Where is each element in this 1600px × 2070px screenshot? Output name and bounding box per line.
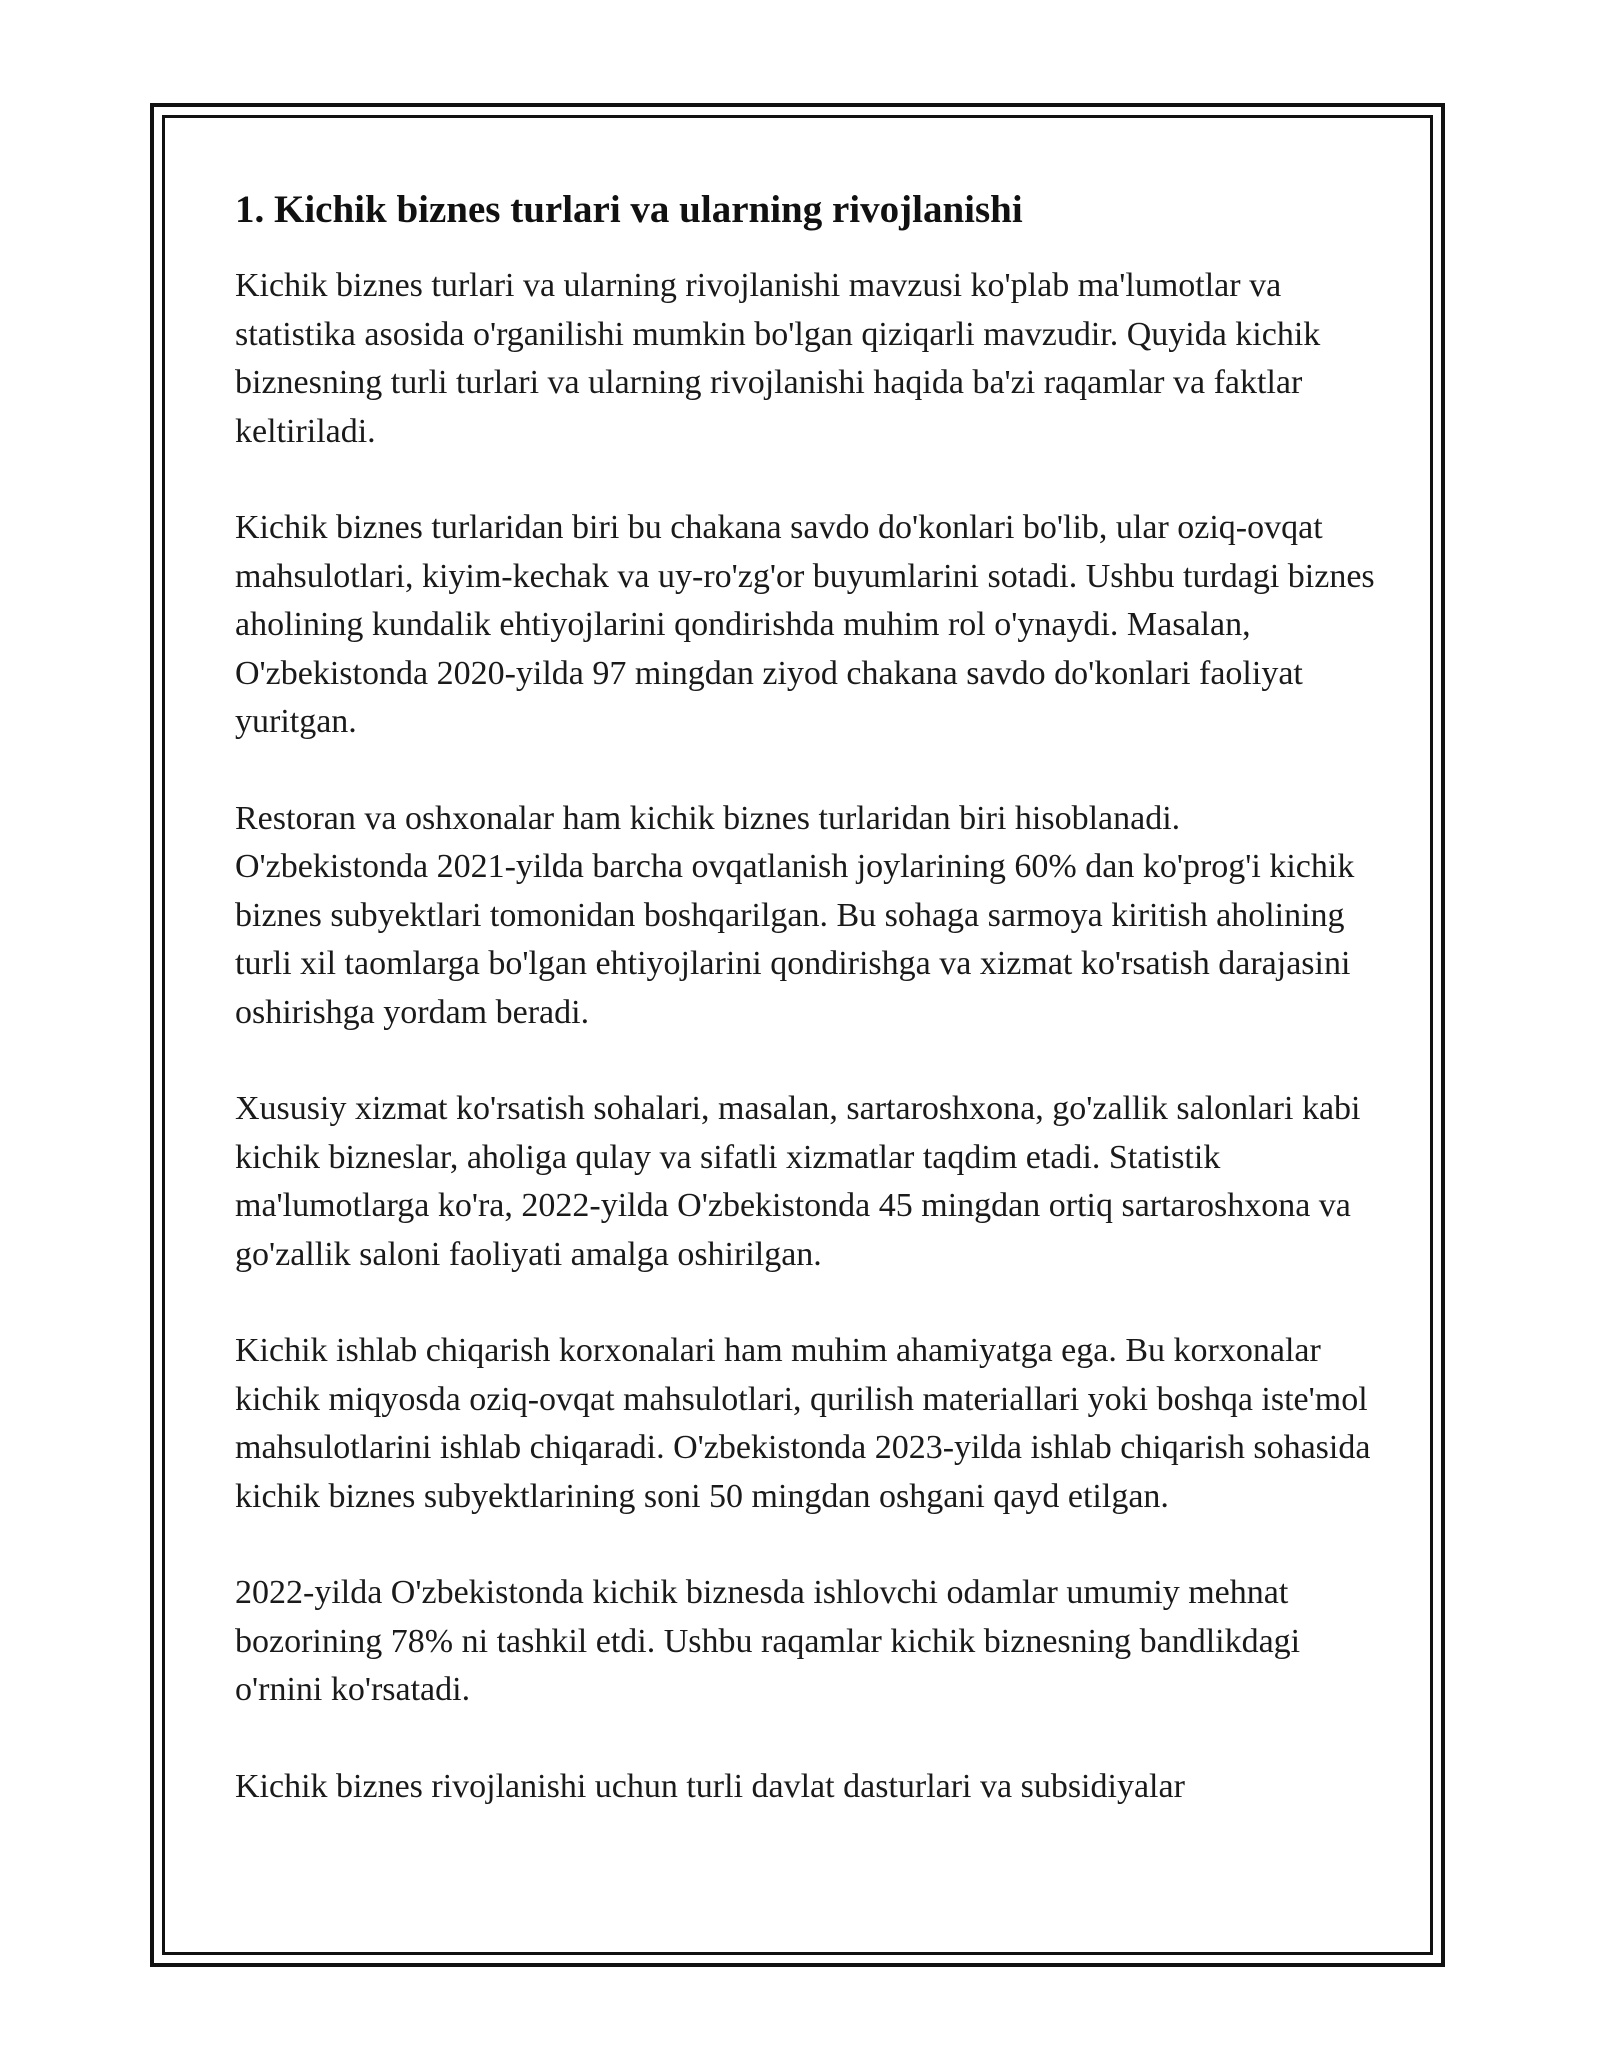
paragraph-services: Xususiy xizmat ko'rsatish sohalari, masalan, sartaroshxona, go'zallik salonlari kabi kichik bizneslar, aholiga qulay va sifatli xizmatlar taqdim etadi. Statistik ma'lumotlarga ko'ra, 2022-yilda O'zbekistonda 45 mingdan ortiq sartaroshxona va go'zallik saloni faoliyati amalga oshirilgan. — [235, 1090, 1361, 1273]
section-heading: 1. Kichik biznes turlari va ularning rivojlanishi — [235, 188, 1023, 231]
paragraph-restaurants: Restoran va oshxonalar ham kichik biznes turlaridan biri hisoblanadi. O'zbekistonda 2021-yilda barcha ovqatlanish joylarining 60% dan ko'prog'i kichik biznes subyektlari tomonidan boshqarilgan. Bu sohaga sarmoya kiritish aholining turli xil taomlarga bo'lgan ehtiyojlarini qondirishga va xizmat ko'rsatish darajasini oshirishga yordam beradi. — [235, 799, 1355, 1031]
paragraph-state-programs: Kichik biznes rivojlanishi uchun turli davlat dasturlari va subsidiyalar — [235, 1767, 1185, 1805]
paragraph-employment: 2022-yilda O'zbekistonda kichik biznesda ishlovchi odamlar umumiy mehnat bozorining 78% ni tashkil etdi. Ushbu raqamlar kichik biznesning bandlikdagi o'rnini ko'rsatadi. — [235, 1574, 1301, 1708]
paragraph-intro: Kichik biznes turlari va ularning rivojlanishi mavzusi ko'plab ma'lumotlar va statistika asosida o'rganilishi mumkin bo'lgan qiziqarli mavzudir. Quyida kichik biznesning turli turlari va ularning rivojlanishi haqida ba'zi raqamlar va faktlar keltiriladi. — [235, 267, 1321, 450]
paragraph-retail: Kichik biznes turlaridan biri bu chakana savdo do'konlari bo'lib, ular oziq-ovqat mahsulotlari, kiyim-kechak va uy-ro'zg'or buyumlarini sotadi. Ushbu turdagi biznes aholining kundalik ehtiyojlarini qondirishda muhim rol o'ynaydi. Masalan, O'zbekistonda 2020-yilda 97 mingdan ziyod chakana savdo do'konlari faoliyat yuritgan. — [235, 509, 1375, 740]
document-body — [235, 185, 1380, 1811]
paragraph-manufacturing: Kichik ishlab chiqarish korxonalari ham muhim ahamiyatga ega. Bu korxonalar kichik miqyosda oziq-ovqat mahsulotlari, qurilish materiallari yoki boshqa iste'mol mahsulotlarini ishlab chiqaradi. O'zbekistonda 2023-yilda ishlab chiqarish sohasida kichik biznes subyektlarining soni 50 mingdan oshgani qayd etilgan. — [235, 1332, 1371, 1515]
